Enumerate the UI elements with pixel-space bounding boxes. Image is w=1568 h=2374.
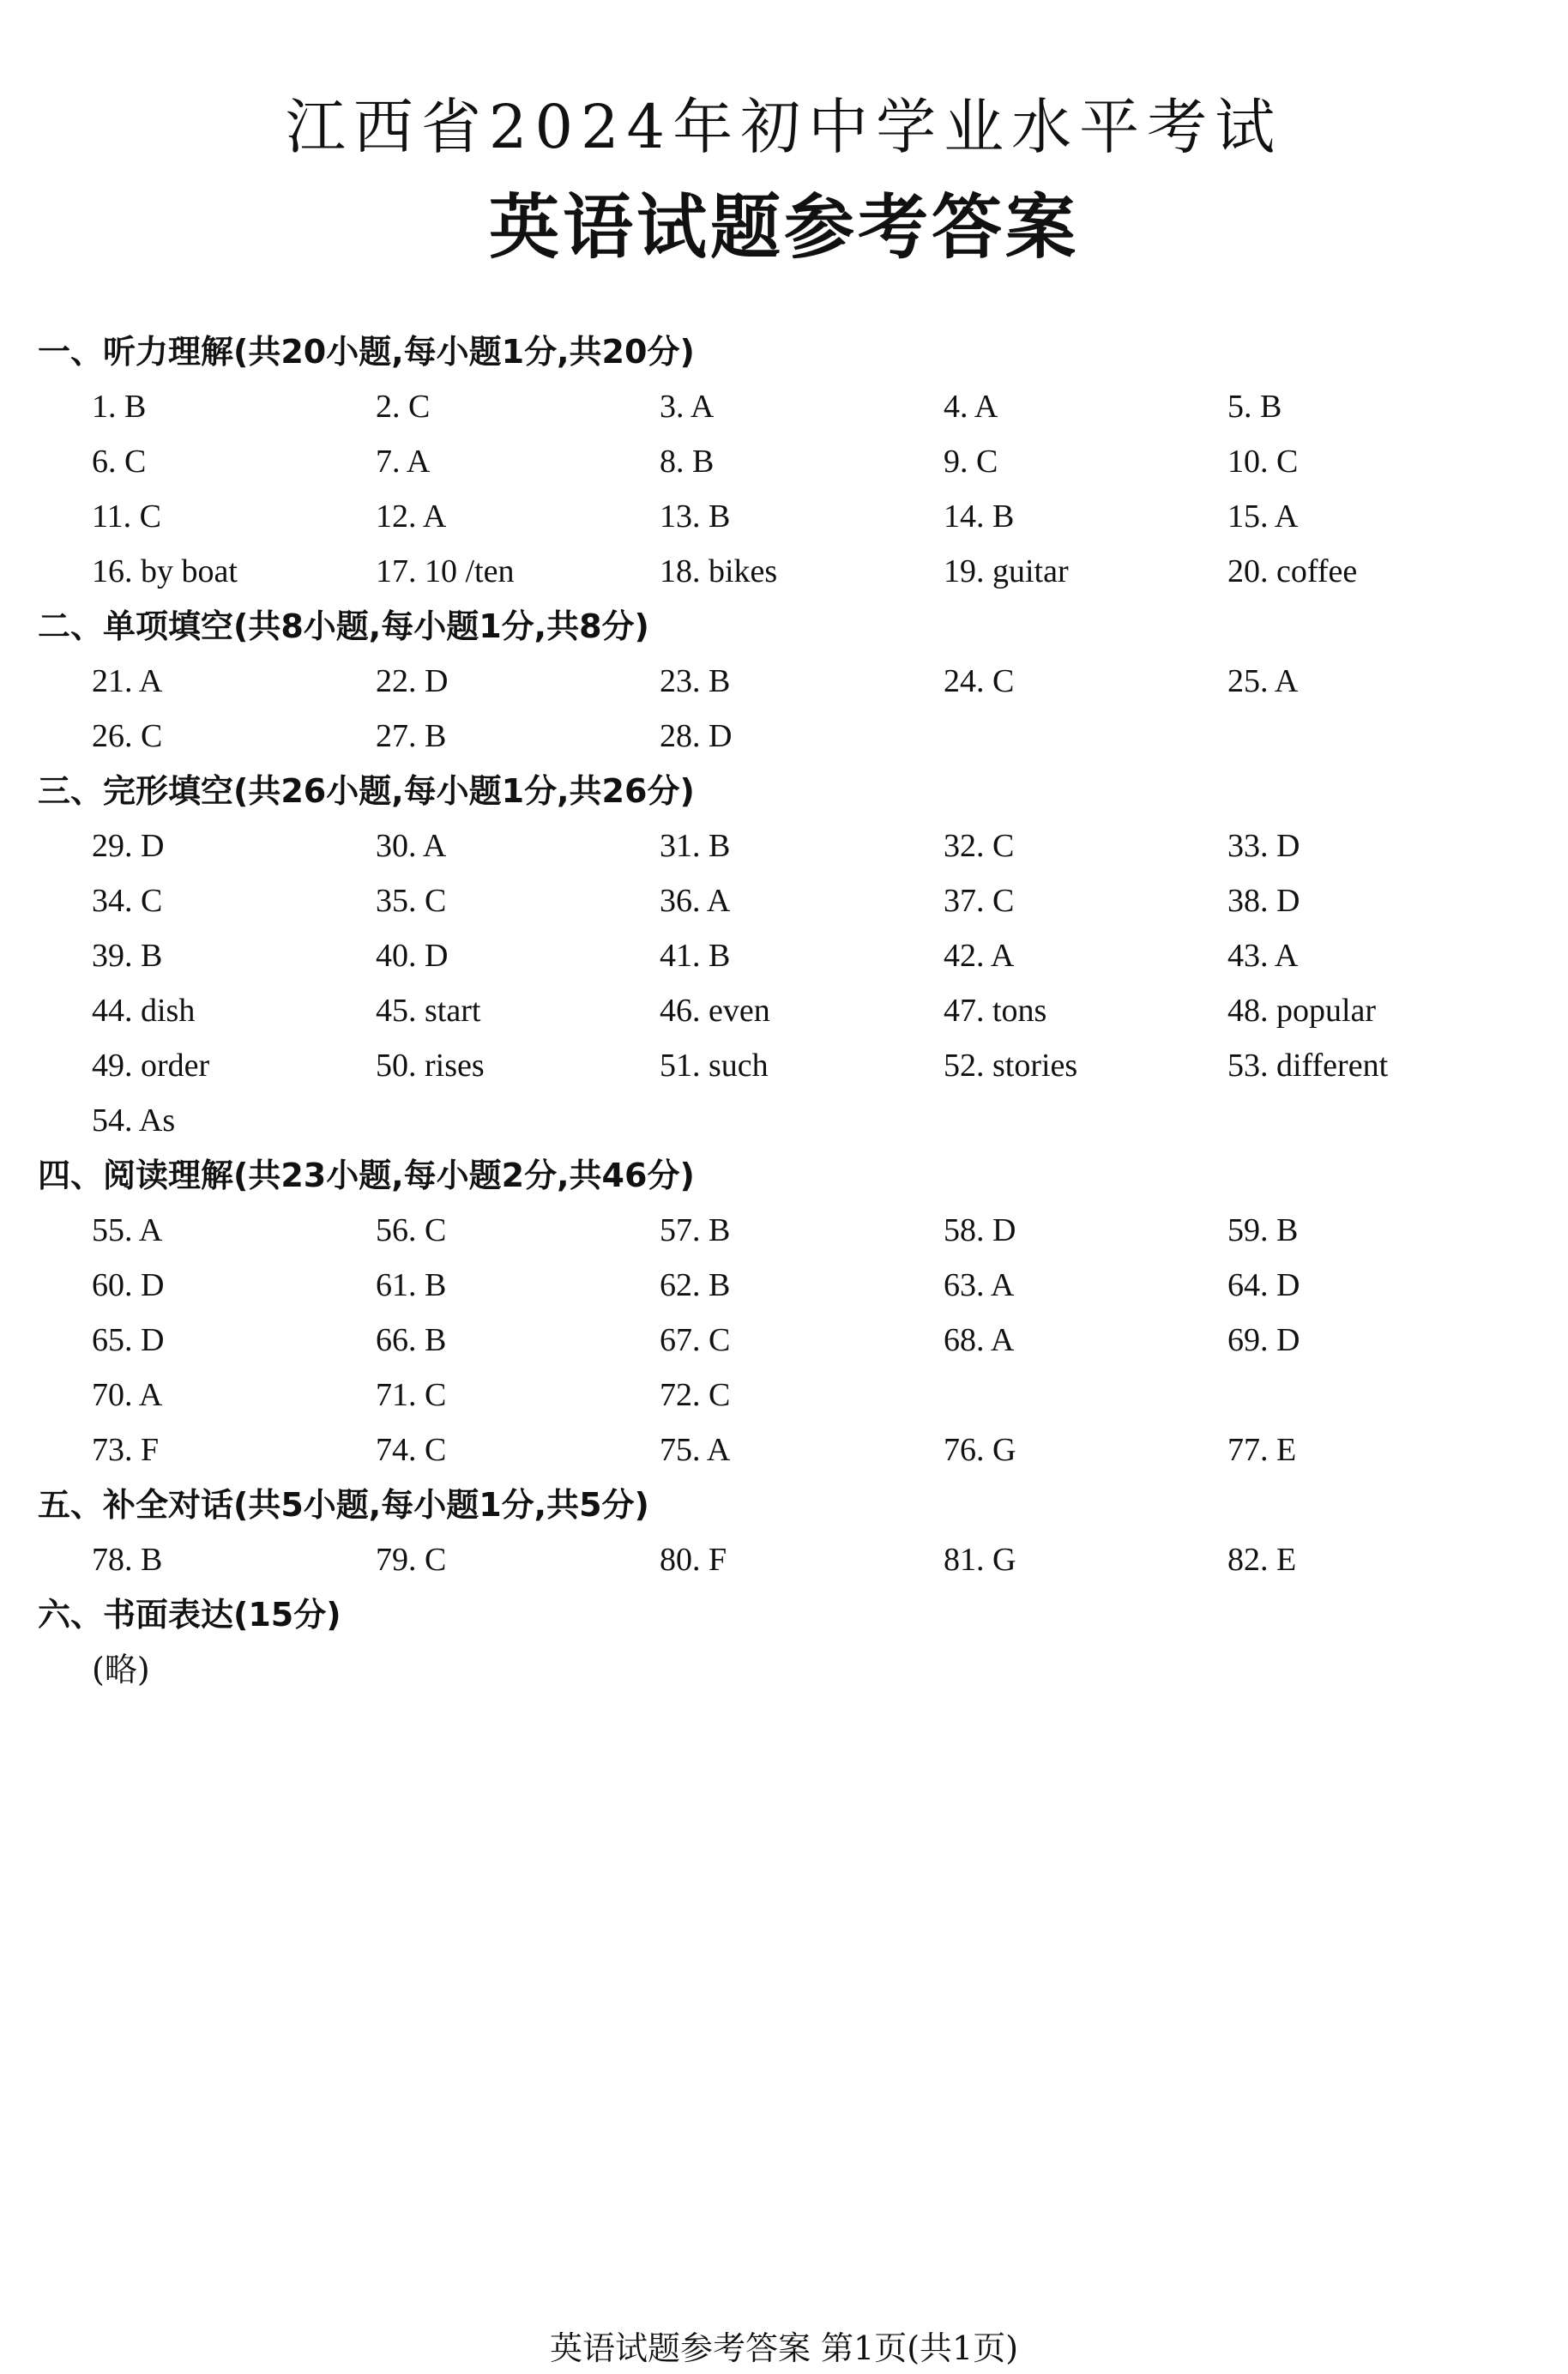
answer-item: 1. B [92, 389, 147, 425]
answer-row [38, 1368, 1530, 1423]
answer-row [38, 983, 1530, 1038]
answer-item: 58. D [944, 1212, 1016, 1248]
answer-row [38, 1423, 1530, 1477]
answer-item: 11. C [92, 498, 161, 535]
answer-item: 40. D [376, 938, 449, 974]
answer-item: 50. rises [376, 1048, 485, 1084]
omitted-note: (略) [92, 1651, 150, 1688]
answer-item: 15. A [1227, 498, 1299, 535]
answer-item: 74. C [376, 1432, 447, 1468]
answer-item: 79. C [376, 1542, 447, 1578]
answer-row [38, 1258, 1530, 1313]
answer-item: 4. A [944, 389, 998, 425]
answer-item: 8. B [660, 444, 715, 480]
section-heading: 六、书面表达(15分) [38, 1596, 341, 1634]
section-heading: 三、完形填空(共26小题,每小题1分,共26分) [38, 772, 695, 810]
answer-row [38, 1313, 1530, 1368]
answer-item: 81. G [944, 1542, 1016, 1578]
answer-item: 76. G [944, 1432, 1016, 1468]
answer-item: 60. D [92, 1267, 165, 1303]
answer-item: 47. tons [944, 993, 1047, 1029]
answer-item: 24. C [944, 663, 1015, 699]
answer-row [38, 434, 1530, 489]
answer-item: 3. A [660, 389, 715, 425]
answer-item: 23. B [660, 663, 731, 699]
answer-item: 56. C [376, 1212, 447, 1248]
answer-item: 39. B [92, 938, 163, 974]
answer-item: 53. different [1227, 1048, 1389, 1084]
answer-item: 62. B [660, 1267, 731, 1303]
answer-item: 16. by boat [92, 553, 238, 589]
answer-item: 80. F [660, 1542, 727, 1578]
answer-item: 14. B [944, 498, 1015, 535]
answer-item: 6. C [92, 444, 147, 480]
answer-row [38, 654, 1530, 709]
answer-item: 73. F [92, 1432, 160, 1468]
answer-item: 52. stories [944, 1048, 1078, 1084]
answer-item: 45. start [376, 993, 481, 1029]
answer-row [38, 489, 1530, 544]
answer-item: 48. popular [1227, 993, 1377, 1029]
answer-item: 69. D [1227, 1322, 1300, 1358]
answer-item: 20. coffee [1227, 553, 1358, 589]
answer-item: 55. A [92, 1212, 163, 1248]
answer-item: 42. A [944, 938, 1015, 974]
answer-item: 36. A [660, 883, 731, 919]
answer-item: 41. B [660, 938, 731, 974]
page-footer: 英语试题参考答案 第1页(共1页) [549, 2329, 1019, 2367]
answer-item: 43. A [1227, 938, 1299, 974]
answer-item: 82. E [1227, 1542, 1297, 1578]
section-heading: 二、单项填空(共8小题,每小题1分,共8分) [38, 607, 649, 645]
answer-item: 19. guitar [944, 553, 1069, 589]
answer-item: 32. C [944, 828, 1015, 864]
answer-item: 70. A [92, 1377, 163, 1413]
answer-item: 18. bikes [660, 553, 778, 589]
answer-item: 28. D [660, 718, 733, 754]
answer-item: 51. such [660, 1048, 769, 1084]
answer-item: 2. C [376, 389, 431, 425]
answer-item: 77. E [1227, 1432, 1297, 1468]
answer-item: 38. D [1227, 883, 1300, 919]
answer-row [38, 709, 1530, 764]
exam-title: 江西省2024年初中学业水平考试 [285, 92, 1283, 162]
answer-row [38, 544, 1530, 599]
answer-item: 67. C [660, 1322, 731, 1358]
answer-row [38, 379, 1530, 434]
answer-item: 12. A [376, 498, 447, 535]
section-heading: 五、补全对话(共5小题,每小题1分,共5分) [38, 1486, 649, 1524]
answer-item: 37. C [944, 883, 1015, 919]
answer-row [38, 1093, 1530, 1148]
answer-item: 25. A [1227, 663, 1299, 699]
section-heading: 一、听力理解(共20小题,每小题1分,共20分) [38, 333, 695, 371]
answer-item: 64. D [1227, 1267, 1300, 1303]
answer-item: 71. C [376, 1377, 447, 1413]
answer-row [38, 873, 1530, 928]
answer-item: 5. B [1227, 389, 1282, 425]
answer-key-title: 英语试题参考答案 [488, 187, 1079, 269]
answer-item: 59. B [1227, 1212, 1299, 1248]
answer-row [38, 1038, 1530, 1093]
answer-row [38, 819, 1530, 873]
answer-item: 13. B [660, 498, 731, 535]
section-heading: 四、阅读理解(共23小题,每小题2分,共46分) [38, 1157, 695, 1194]
answer-item: 54. As [92, 1102, 176, 1139]
answer-item: 72. C [660, 1377, 731, 1413]
answer-item: 17. 10 /ten [376, 553, 515, 589]
answer-item: 44. dish [92, 993, 196, 1029]
answer-row [38, 928, 1530, 983]
answer-item: 63. A [944, 1267, 1015, 1303]
answer-item: 9. C [944, 444, 998, 480]
answer-item: 78. B [92, 1542, 163, 1578]
answer-item: 7. A [376, 444, 431, 480]
answer-item: 26. C [92, 718, 163, 754]
answer-item: 10. C [1227, 444, 1299, 480]
answer-row [38, 1203, 1530, 1258]
answer-item: 30. A [376, 828, 447, 864]
answer-item: 33. D [1227, 828, 1300, 864]
answer-item: 22. D [376, 663, 449, 699]
answer-item: 57. B [660, 1212, 731, 1248]
answer-item: 75. A [660, 1432, 731, 1468]
answer-item: 46. even [660, 993, 770, 1029]
answer-item: 31. B [660, 828, 731, 864]
answer-item: 61. B [376, 1267, 447, 1303]
answer-item: 29. D [92, 828, 165, 864]
answer-item: 66. B [376, 1322, 447, 1358]
answer-item: 65. D [92, 1322, 165, 1358]
answer-item: 21. A [92, 663, 163, 699]
answer-item: 27. B [376, 718, 447, 754]
answer-item: 68. A [944, 1322, 1015, 1358]
answer-content [38, 324, 1530, 1697]
answer-item: 35. C [376, 883, 447, 919]
answer-item: 34. C [92, 883, 163, 919]
answer-row [38, 1532, 1530, 1587]
answer-item: 49. order [92, 1048, 210, 1084]
